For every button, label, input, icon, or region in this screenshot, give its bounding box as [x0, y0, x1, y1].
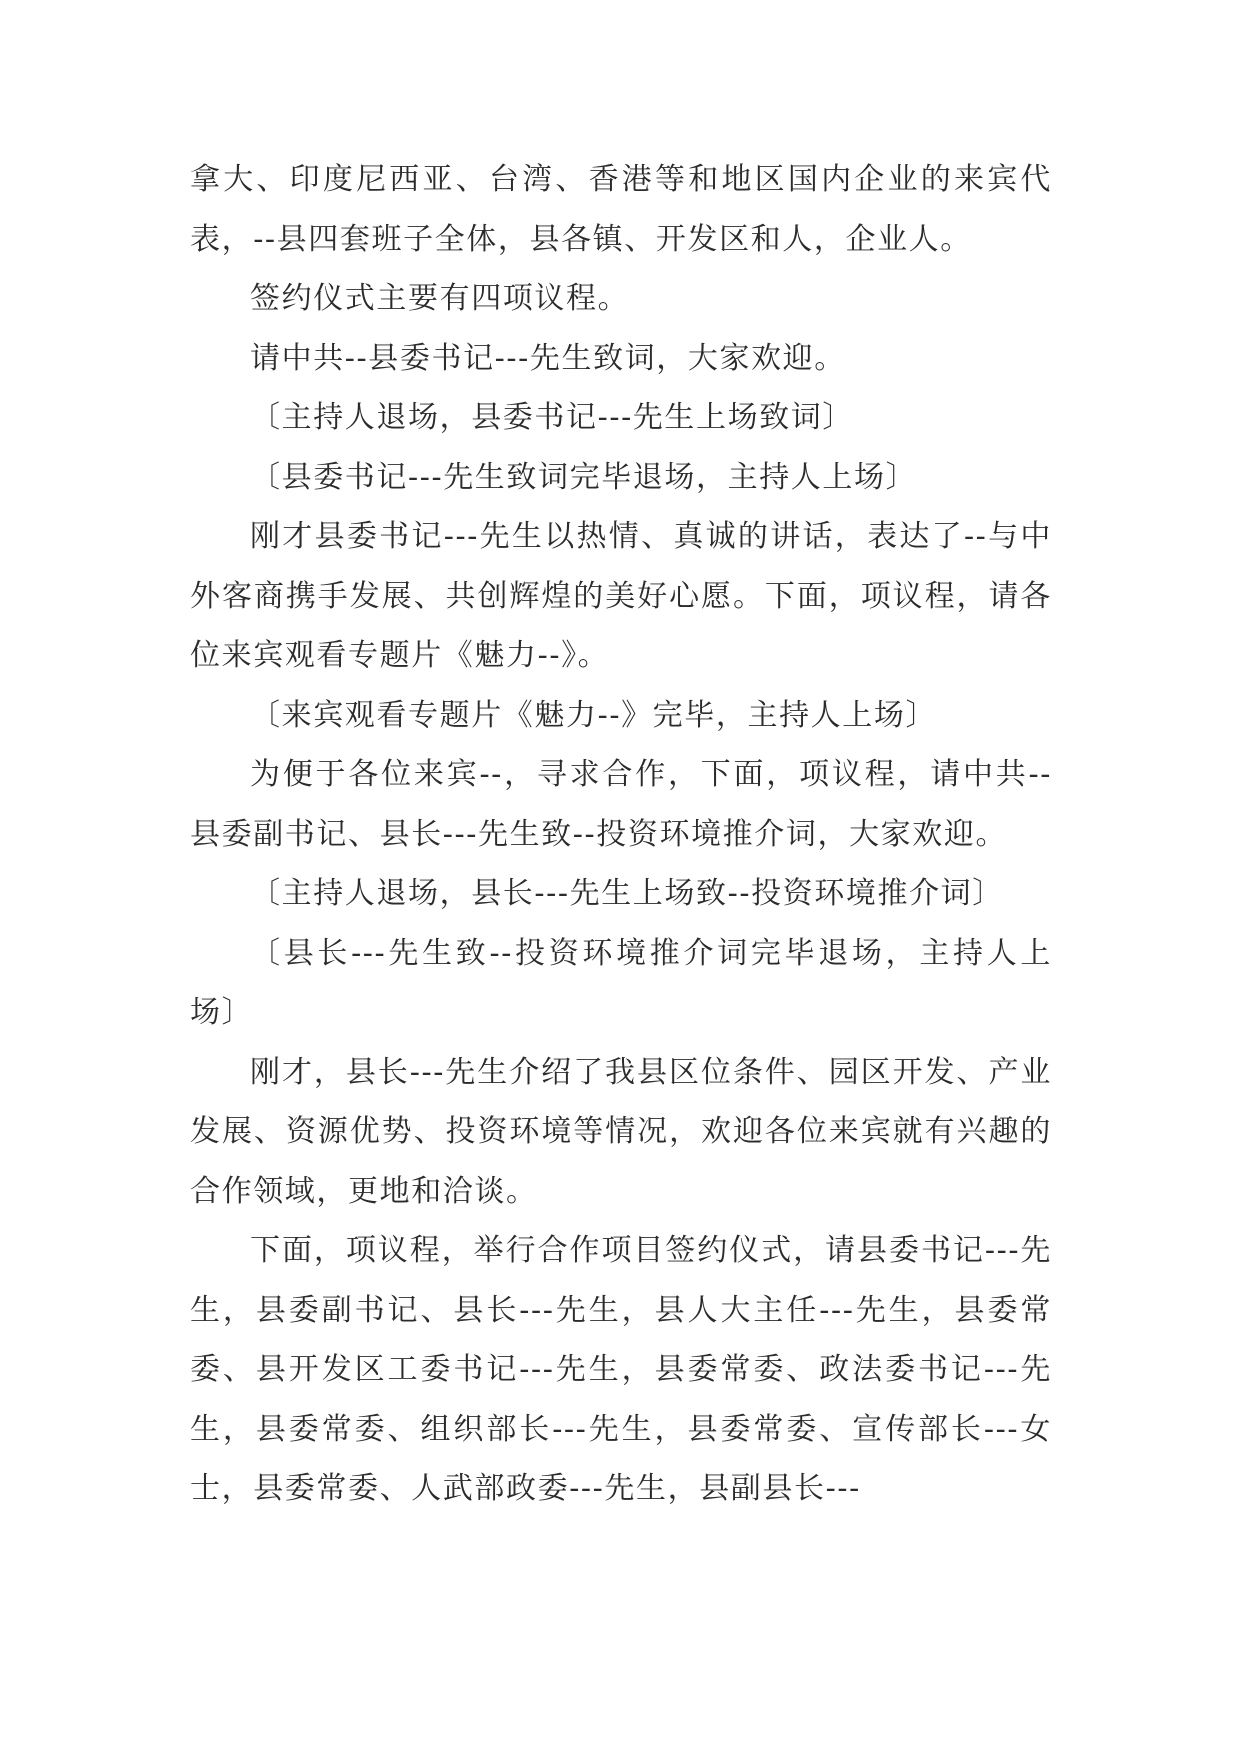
- paragraph: 拿大、印度尼西亚、台湾、香港等和地区国内企业的来宾代表，--县四套班子全体，县各镇、开发区和人，企业人。: [190, 162, 1052, 257]
- stage-direction: 〔主持人退场，县委书记---先生上场致词〕: [250, 400, 855, 435]
- document-body: [190, 150, 1052, 1519]
- paragraph: 为便于各位来宾--，寻求合作，下面，项议程，请中共--县委副书记、县长---先生致--投资环境推介词，大家欢迎。: [190, 757, 1052, 852]
- paragraph: 请中共--县委书记---先生致词，大家欢迎。: [250, 340, 846, 376]
- paragraph: 刚才，县长---先生介绍了我县区位条件、园区开发、产业发展、资源优势、投资环境等情况，欢迎各位来宾就有兴趣的合作领域，更地和洽谈。: [190, 1054, 1052, 1209]
- paragraph: 签约仪式主要有四项议程。: [250, 281, 630, 316]
- stage-direction: 〔主持人退场，县长---先生上场致--投资环境推介词〕: [250, 876, 1004, 911]
- stage-direction: 〔县长---先生致--投资环境推介词完毕退场，主持人上场〕: [190, 935, 1052, 1030]
- paragraph: 刚才县委书记---先生以热情、真诚的讲话，表达了--与中外客商携手发展、共创辉煌的美好心愿。下面，项议程，请各位来宾观看专题片《魅力--》。: [190, 519, 1052, 673]
- stage-direction: 〔来宾观看专题片《魅力--》完毕，主持人上场〕: [250, 697, 938, 733]
- paragraph: 下面，项议程，举行合作项目签约仪式，请县委书记---先生，县委副书记、县长---先生，县人大主任---先生，县委常委、县开发区工委书记---先生，县委常委、政法委书记---先生，县委常委、组织部长---先生，县委常委、宣传部长---女士，县委常委、人武部政委---先生，县副县长---: [190, 1233, 1052, 1506]
- stage-direction: 〔县委书记---先生致词完毕退场，主持人上场〕: [250, 459, 918, 495]
